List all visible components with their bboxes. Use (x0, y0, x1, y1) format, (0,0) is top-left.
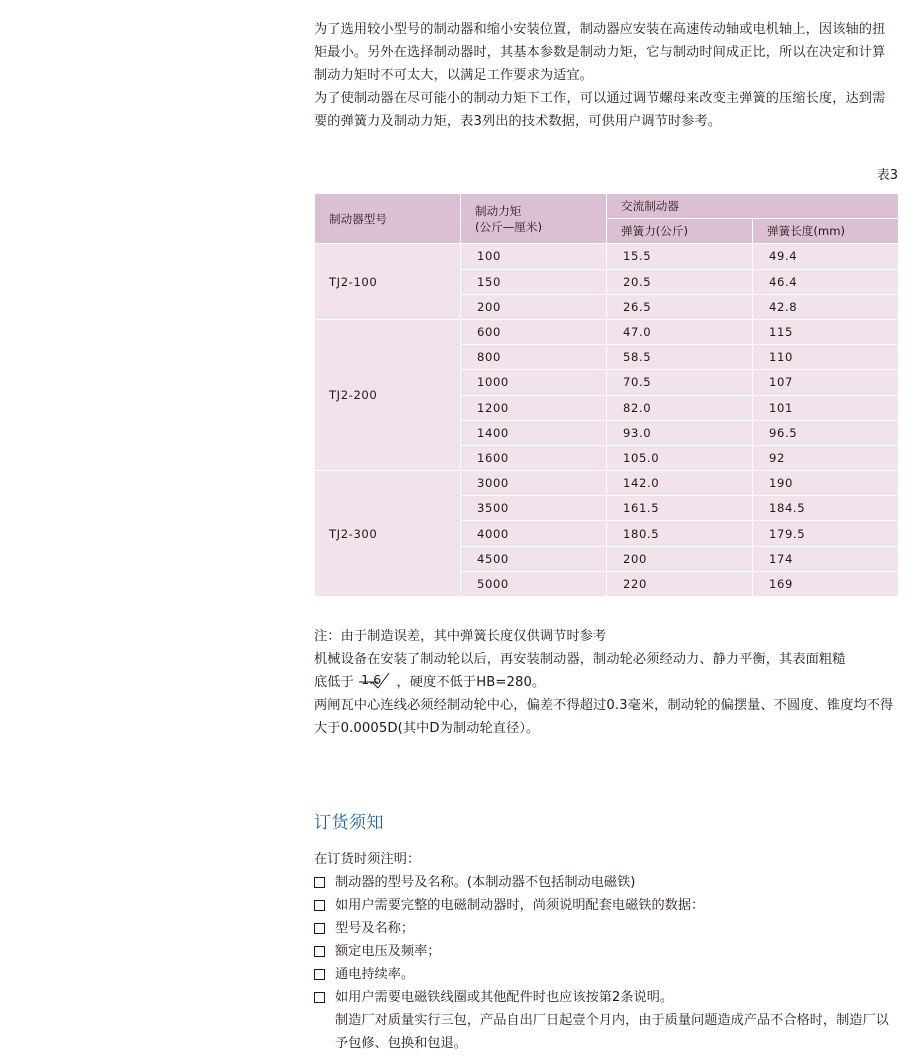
length-cell: 46.4 (753, 269, 899, 294)
length-cell: 49.4 (753, 244, 899, 269)
list-item (314, 871, 898, 894)
table-caption: 表3 (876, 168, 898, 183)
torque-cell: 150 (461, 269, 607, 294)
table-row (315, 319, 899, 344)
header-torque-line2: (公斤—厘米) (475, 219, 543, 234)
center-line-note: 两闸瓦中心连线必须经制动轮中心，偏差不得超过0.3毫米，制动轮的偏摆量、不圆度、锥度均不得大于0.0005D(其中D为制动轮直径）。 (314, 698, 894, 736)
list-item-text: 如用户需要电磁铁线圈或其他配件时也应该按第2条说明。 (335, 990, 674, 1005)
length-cell: 110 (753, 345, 899, 370)
force-cell: 26.5 (607, 294, 753, 319)
torque-cell: 3500 (461, 496, 607, 521)
force-cell: 93.0 (607, 420, 753, 445)
force-cell: 161.5 (607, 496, 753, 521)
torque-cell: 1000 (461, 370, 607, 395)
length-cell: 115 (753, 319, 899, 344)
torque-cell: 600 (461, 319, 607, 344)
list-item-text: 如用户需要完整的电磁制动器时，尚须说明配套电磁铁的数据： (335, 898, 705, 913)
force-cell: 58.5 (607, 345, 753, 370)
model-cell: TJ2-200 (315, 319, 461, 470)
torque-cell: 100 (461, 244, 607, 269)
list-item (314, 963, 898, 986)
length-cell: 92 (753, 445, 899, 470)
force-cell: 220 (607, 571, 753, 596)
checkbox-icon (314, 946, 325, 957)
list-item (314, 894, 898, 917)
header-model: 制动器型号 (315, 194, 461, 244)
checkbox-icon (314, 992, 325, 1003)
torque-cell: 1400 (461, 420, 607, 445)
length-cell: 190 (753, 471, 899, 496)
checkbox-icon (314, 969, 325, 980)
header-spring-force: 弹簧力(公斤) (607, 219, 753, 244)
intro-paragraph-2: 为了使制动器在尽可能小的制动力矩下工作，可以通过调节螺母来改变主弹簧的压缩长度，达到需要的弹簧力及制动力矩，表3列出的技术数据，可供用户调节时参考。 (314, 91, 886, 129)
table-row (315, 244, 899, 269)
force-cell: 142.0 (607, 471, 753, 496)
spring-spec-table (314, 193, 899, 597)
checkbox-icon (314, 923, 325, 934)
length-cell: 174 (753, 546, 899, 571)
list-item-text: 制动器的型号及名称。(本制动器不包括制动电磁铁) (335, 875, 636, 890)
order-lead: 在订货时须注明： (314, 852, 421, 867)
list-item (314, 986, 898, 1009)
header-torque-line1: 制动力矩 (475, 203, 522, 218)
section-title: 订货须知 (314, 813, 384, 833)
balance-note: 机械设备在安装了制动轮以后，再安装制动器，制动轮必须经动力、静力平衡，其表面粗糙 (314, 652, 846, 667)
length-cell: 96.5 (753, 420, 899, 445)
checkbox-icon (314, 900, 325, 911)
roughness-prefix: 底低于 (314, 675, 354, 690)
list-item-text: 型号及名称； (335, 921, 415, 936)
roughness-note (314, 671, 898, 694)
checkbox-icon (314, 877, 325, 888)
header-spring-length: 弹簧长度(mm) (753, 219, 899, 244)
length-cell: 101 (753, 395, 899, 420)
torque-cell: 5000 (461, 571, 607, 596)
length-cell: 42.8 (753, 294, 899, 319)
intro-text (314, 18, 898, 133)
torque-cell: 3000 (461, 471, 607, 496)
list-item-text: 额定电压及频率； (335, 944, 441, 959)
header-ac-brake: 交流制动器 (607, 194, 899, 219)
roughness-suffix: ，硬度不低于HB=280。 (396, 675, 546, 690)
torque-cell: 4000 (461, 521, 607, 546)
force-cell: 180.5 (607, 521, 753, 546)
torque-cell: 1200 (461, 395, 607, 420)
force-cell: 47.0 (607, 319, 753, 344)
table-row (315, 471, 899, 496)
list-item-text: 通电持续率。 (335, 967, 415, 982)
force-cell: 105.0 (607, 445, 753, 470)
force-cell: 200 (607, 546, 753, 571)
intro-paragraph-1: 为了选用较小型号的制动器和缩小安装位置，制动器应安装在高速传动轴或电机轴上，因该轴的扭矩最小。另外在选择制动器时，其基本参数是制动力矩，它与制动时间成正比，所以在决定和计算制动力矩时不可太大，以满足工作要求为适宜。 (314, 22, 886, 83)
surface-roughness-symbol (358, 671, 392, 689)
list-item (314, 917, 898, 940)
force-cell: 70.5 (607, 370, 753, 395)
technical-notes (314, 625, 898, 740)
model-cell: TJ2-300 (315, 471, 461, 597)
length-cell: 169 (753, 571, 899, 596)
warranty-text: 制造厂对质量实行三包，产品自出厂日起壹个月内，由于质量问题造成产品不合格时，制造厂以予包修、包换和包退。 (335, 1013, 889, 1051)
length-cell: 107 (753, 370, 899, 395)
order-checklist (314, 871, 898, 1009)
roughness-value: 1.6 (361, 672, 382, 687)
torque-cell: 800 (461, 345, 607, 370)
force-cell: 82.0 (607, 395, 753, 420)
force-cell: 20.5 (607, 269, 753, 294)
force-cell: 15.5 (607, 244, 753, 269)
torque-cell: 1600 (461, 445, 607, 470)
manufacturing-note: 注：由于制造误差，其中弹簧长度仅供调节时参考 (314, 629, 607, 644)
header-torque (461, 194, 607, 244)
torque-cell: 4500 (461, 546, 607, 571)
model-cell: TJ2-100 (315, 244, 461, 320)
length-cell: 184.5 (753, 496, 899, 521)
length-cell: 179.5 (753, 521, 899, 546)
torque-cell: 200 (461, 294, 607, 319)
order-instructions (314, 848, 898, 1055)
list-item (314, 940, 898, 963)
